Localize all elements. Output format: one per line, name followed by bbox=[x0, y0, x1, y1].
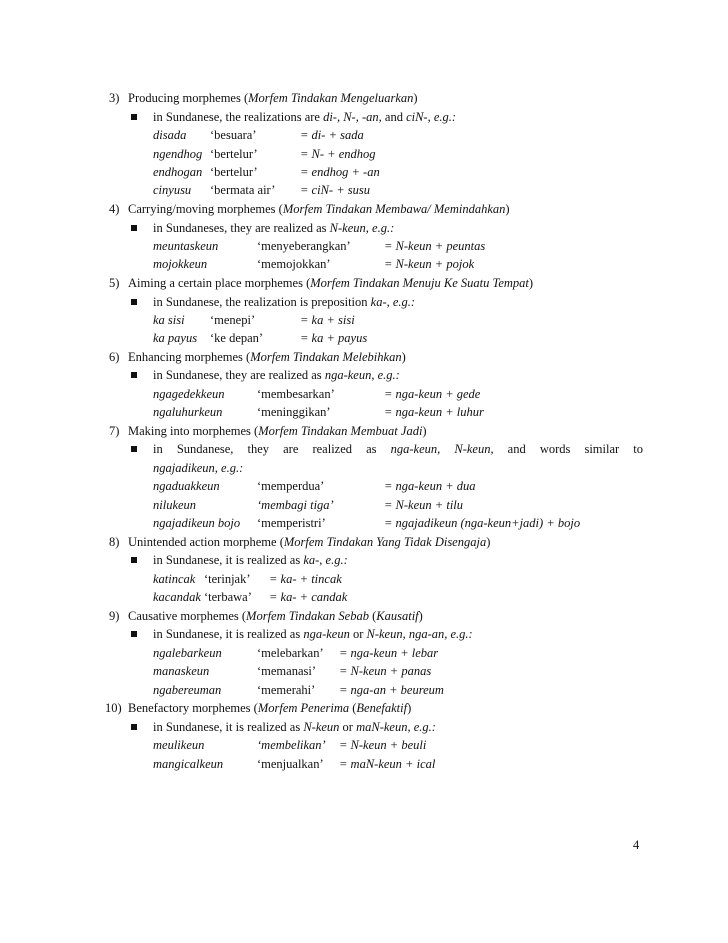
bullet-square-icon bbox=[131, 372, 137, 378]
section-heading-8: 8) Unintended action morpheme (Morfem Tindakan Yang Tidak Disengaja) bbox=[109, 535, 491, 549]
section-heading-3: 3) Producing morphemes (Morfem Tindakan Mengeluarkan) bbox=[109, 91, 418, 105]
bullet-square-icon bbox=[131, 114, 137, 120]
bullet-square-icon bbox=[131, 446, 137, 452]
bullet-square-icon bbox=[131, 631, 137, 637]
section-heading-9: 9) Causative morphemes (Morfem Tindakan Sebab (Kausatif) bbox=[109, 609, 423, 623]
section-heading-4: 4) Carrying/moving morphemes (Morfem Tindakan Membawa/ Memindahkan) bbox=[109, 202, 510, 216]
section-heading-6: 6) Enhancing morphemes (Morfem Tindakan Melebihkan) bbox=[109, 350, 406, 364]
bullet-square-icon bbox=[131, 299, 137, 305]
section-heading-10: 10) Benefactory morphemes (Morfem Penerima (Benefaktif) bbox=[105, 701, 412, 715]
page-number: 4 bbox=[633, 838, 640, 852]
bullet-square-icon bbox=[131, 557, 137, 563]
section-heading-5: 5) Aiming a certain place morphemes (Morfem Tindakan Menuju Ke Suatu Tempat) bbox=[109, 276, 534, 290]
document-page: 3) Producing morphemes (Morfem Tindakan Mengeluarkan) in Sundanese, the realizations are di-, N-, -an, and ciN-, e.g.: disada ‘besuara’ = di- + sada ngendhog ‘bertelur’ = N- + endhog endhogan ‘bertelur’ = endhog + -an cinyusu ‘bermata air’ = ciN- + susu 4) Carrying/moving morphemes (Morfem Tindakan Membawa/ Memindahkan) in Sundaneses, they are realized as N-keun, e.g.: meuntaskeun ‘menyeberangkan’ = N-keun + peuntas mojokkeun ‘memojokkan’ = N-keun + pojok 5) Aiming a certain place morphemes (Morfem Tindakan Menuju Ke Suatu Tempat) in Sundanese, the realization is preposition ka-, e.g.: ka sisi ‘menepi’ = ka + sisi ka payus ‘ke depan’ = ka + payus 6) Enhancing morphemes (Morfem Tindakan Melebihkan) in Sundanese, they are realized as nga-keun, e.g.: ngagedekkeun ‘membesarkan’ = nga-keun + gede ngaluhurkeun ‘meninggikan’ = nga-keun + luhur 7) Making into morphemes (Morfem Tindakan Membuat Jadi) in Sundanese, they are realized as nga-keun, N-keun, and words similar to ngajadikeun, e.g.: ngaduakkeun ‘memperdua’ = nga-keun + dua nilukeun ‘membagi tiga’ = N-keun + tilu ngajadikeun bojo ‘memperistri’ = ngajadikeun (nga-keun+jadi) + bojo 8) Unintended action morpheme (Morfem Tindakan Yang Tidak Disengaja) in Sundanese, it is realized as ka-, e.g.: katincak ‘terinjak’ = ka- + tincak kacandak ‘terbawa’ = ka- + candak 9) Causative morphemes (Morfem Tindakan Sebab (Kausatif) in Sundanese, it is realized as nga-keun or N-keun, nga-an, e.g.: ngalebarkeun ‘melebarkan’ = nga-keun + lebar manaskeun ‘memanasi’ = N-keun + panas ngabereuman ‘memerahi’ = nga-an + beureum 10) Benefactory morphemes (Morfem Penerima (Benefaktif) in Sundanese, it is realized as N-keun or maN-keun, e.g.: meulikeun ‘membelikan’ = N-keun + beuli mangicalkeun ‘menjualkan’ = maN-keun + ical 4 bbox=[105, 91, 643, 852]
bullet-square-icon bbox=[131, 225, 137, 231]
section-heading-7: 7) Making into morphemes (Morfem Tindakan Membuat Jadi) bbox=[109, 424, 427, 438]
bullet-square-icon bbox=[131, 724, 137, 730]
